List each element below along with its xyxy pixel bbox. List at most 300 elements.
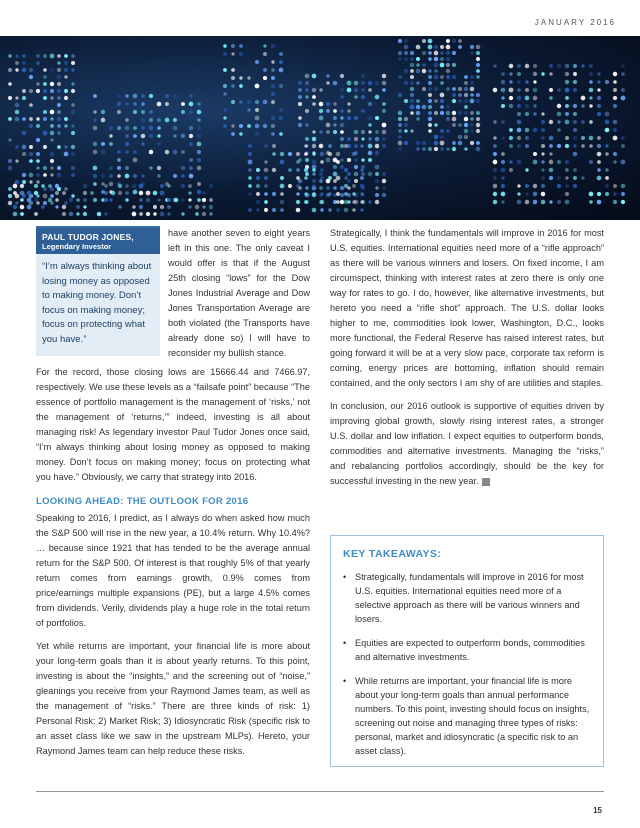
led-dot [43,89,47,93]
led-dot [404,81,408,85]
led-dot [50,89,54,93]
led-dot [312,88,316,92]
led-dot [446,117,450,121]
led-dot [589,72,593,76]
led-dot [109,182,114,187]
paragraph-outlook: Speaking to 2016, I predict, as I always do when asked how much the S&P 500 will rise in the new year, a 10.4% return. Why 10.4%? … because since 1921 that has tended to be the average annual return for the S&P 500. Of interest is that roughly 5% of that yearly return comes from earnings growth, 0.9% comes from price/earnings multiple expansions (PE), but a large 4.5% comes from dividends. Verily, dividends play a huge role in the total return of portfolios. [36,513,310,628]
led-dot [470,75,474,79]
led-dot [48,184,52,188]
led-dot [13,205,17,209]
led-dot [141,102,145,106]
led-dot [239,44,243,48]
led-dot [153,212,156,215]
led-dot [304,168,308,172]
led-dot [517,96,522,101]
led-dot [410,51,414,55]
led-dot [410,93,414,97]
led-dot [29,124,33,128]
led-dot [93,142,97,146]
led-dot [93,126,98,131]
led-dot [280,192,284,196]
led-dot [50,131,55,136]
led-dot [304,192,308,196]
led-dot [336,200,339,203]
led-dot [333,165,337,169]
led-dot [573,112,577,116]
led-dot [41,184,44,187]
led-dot [470,93,473,96]
led-dot [416,57,420,61]
led-dot [525,144,529,148]
led-dot [533,104,536,107]
led-dot [476,63,480,67]
key-takeaways-title: KEY TAKEAWAYS: [343,548,442,560]
led-dot [557,88,560,91]
led-dot [117,94,120,97]
led-dot [361,95,365,99]
led-dot [13,212,18,217]
led-dot [333,130,337,134]
led-dot [452,51,456,55]
led-dot [160,205,164,209]
led-dot [549,64,553,68]
led-dot [36,138,40,142]
led-dot [333,186,337,190]
led-dot [344,176,347,179]
led-dot [71,173,75,177]
led-dot [149,94,153,98]
led-dot [476,123,480,127]
led-dot [189,174,194,179]
led-dot [248,176,252,180]
led-dot [440,135,444,139]
led-dot [167,205,171,209]
led-dot [57,131,60,134]
led-dot [22,180,26,184]
led-dot [109,166,113,170]
led-dot [271,124,275,128]
led-dot [173,174,177,178]
led-dot [76,198,80,202]
led-dot [181,150,185,154]
led-dot [64,201,68,205]
led-dot [43,131,48,136]
led-dot [69,212,73,216]
article-col1-main [36,365,310,759]
led-dot [43,187,47,191]
led-dot [434,141,439,146]
led-dot [434,111,438,115]
led-dot [589,120,593,124]
led-dot [36,124,40,128]
led-dot [57,145,61,149]
led-dot [223,116,226,119]
led-dot [517,80,520,83]
led-dot [533,152,537,156]
led-dot [525,112,529,116]
led-dot [189,134,193,138]
led-dot [29,89,33,93]
led-dot [255,84,260,89]
led-dot [41,205,45,209]
led-dot [149,126,154,131]
led-dot [101,182,104,185]
led-dot [319,102,324,107]
led-dot [597,112,601,116]
led-dot [410,99,415,104]
led-dot [93,174,97,178]
led-dot [125,102,128,105]
led-dot [368,123,371,126]
led-dot [43,117,47,121]
led-dot [146,191,151,196]
led-dot [29,152,33,156]
led-dot [533,200,538,205]
led-dot [279,52,283,56]
led-dot [239,132,242,135]
led-dot [428,99,432,103]
led-dot [83,212,87,216]
led-dot [312,179,316,183]
led-dot [133,110,137,114]
led-dot [398,135,402,139]
led-dot [398,39,402,43]
led-dot [43,82,47,86]
led-dot [312,74,317,79]
led-dot [64,54,68,58]
led-dot [347,81,352,86]
led-dot [464,147,467,150]
led-dot [197,158,201,162]
led-dot [160,212,165,217]
led-dot [382,74,386,78]
led-dot [231,132,235,136]
led-dot [312,184,315,187]
led-dot [117,126,121,130]
led-dot [181,110,185,114]
led-dot [354,158,357,161]
led-dot [354,95,357,98]
led-dot [605,80,609,84]
led-dot [404,45,409,50]
led-dot [223,52,227,56]
led-dot [605,184,609,188]
led-dot [517,64,521,68]
led-dot [398,111,403,116]
led-dot [368,102,372,106]
led-dot [149,166,152,169]
led-dot [165,118,170,123]
led-dot [320,192,323,195]
led-dot [541,112,544,115]
led-dot [125,126,130,131]
led-dot [319,116,324,121]
led-dot [398,141,403,146]
led-dot [428,69,431,72]
led-dot [189,110,193,114]
led-dot [452,75,457,80]
led-dot [20,205,24,209]
led-dot [525,168,528,171]
led-dot [231,44,235,48]
led-dot [326,74,329,77]
led-dot [43,201,47,205]
led-dot [197,150,201,154]
led-dot [296,152,300,156]
led-dot [320,200,325,205]
led-dot [27,198,32,203]
led-dot [517,184,520,187]
led-dot [263,44,266,47]
led-dot [271,116,275,120]
led-dot [440,75,444,79]
led-dot [375,130,379,134]
led-dot [271,44,276,49]
paragraph-conclusion [330,399,604,489]
led-dot [476,141,480,145]
led-dot [368,88,372,92]
led-dot [93,166,98,171]
led-dot [239,52,243,56]
led-dot [517,136,521,140]
led-dot [340,123,345,128]
led-dot [247,124,251,128]
led-dot [517,112,521,116]
led-dot [8,96,12,100]
led-dot [347,172,351,176]
led-dot [404,123,408,127]
led-dot [256,168,260,172]
led-dot [263,68,267,72]
led-dot [533,184,537,188]
led-dot [464,111,468,115]
led-dot [621,88,625,92]
led-dot [565,112,569,116]
led-dot [493,64,497,68]
led-dot [296,192,299,195]
led-dot [428,75,432,79]
led-dot [541,128,545,132]
led-dot [452,39,456,43]
led-dot [55,184,59,188]
led-dot [248,184,251,187]
led-dot [117,174,121,178]
led-dot [509,104,513,108]
takeaway-item: • Equities are expected to outperform bonds, commodities and alternative investments. [343,636,591,664]
led-dot [93,150,98,155]
led-dot [573,104,577,108]
led-dot [336,160,340,164]
led-dot [446,87,449,90]
led-dot [533,128,538,133]
led-dot [333,172,338,177]
led-dot [255,60,259,64]
led-dot [581,96,586,101]
led-dot [34,191,38,195]
led-dot [118,205,121,208]
page-number: 15 [593,806,602,815]
led-dot [305,109,309,113]
led-dot [565,64,569,68]
led-dot [517,160,522,165]
led-dot [440,57,444,61]
led-dot [446,69,450,73]
led-dot [312,208,317,213]
led-dot [605,120,610,125]
led-dot [223,44,227,48]
led-dot [347,158,351,162]
led-dot [36,201,39,204]
led-dot [565,80,569,84]
led-dot [464,135,468,139]
led-dot [50,166,53,169]
led-dot [141,174,144,177]
led-dot [271,60,274,63]
led-dot [452,117,457,122]
led-dot [167,198,171,202]
led-dot [597,168,601,172]
led-dot [375,179,380,184]
led-dot [501,96,504,99]
led-dot [15,110,20,115]
led-dot [541,152,544,155]
led-dot [621,192,625,196]
led-dot [157,166,161,170]
led-dot [43,96,47,100]
led-dot [333,116,337,120]
led-dot [64,187,68,191]
led-dot [549,120,553,124]
led-dot [434,75,439,80]
led-dot [336,176,341,181]
led-dot [93,118,96,121]
led-dot [613,136,618,141]
led-dot [8,201,12,205]
led-dot [565,120,570,125]
led-dot [48,198,52,202]
led-dot [173,150,178,155]
led-dot [22,131,26,135]
led-dot [434,123,437,126]
led-dot [271,76,275,80]
led-dot [621,136,624,139]
led-dot [549,96,553,100]
led-dot [133,134,137,138]
led-dot [565,176,568,179]
led-dot [344,144,348,148]
led-dot [146,198,150,202]
led-dot [104,184,107,187]
led-dot [410,63,415,68]
led-dot [27,205,32,210]
led-dot [173,134,176,137]
led-dot [549,144,553,148]
led-dot [298,102,302,106]
led-dot [589,88,594,93]
led-dot [354,137,358,141]
led-dot [589,160,593,164]
led-dot [557,160,561,164]
led-dot [340,144,344,148]
led-dot [354,144,358,148]
led-dot [189,102,194,107]
led-dot [181,134,185,138]
led-dot [133,94,138,99]
led-dot [8,54,11,57]
led-dot [452,87,456,91]
led-dot [422,39,426,43]
led-dot [181,166,186,171]
led-dot [354,88,358,92]
led-dot [605,192,609,196]
led-dot [139,191,143,195]
led-dot [15,54,18,57]
hero-image [0,36,640,220]
led-dot [29,103,33,107]
led-dot [304,176,307,179]
led-dot [305,137,309,141]
led-dot [264,200,268,204]
led-dot [71,89,75,93]
led-dot [71,152,75,156]
led-dot [57,96,61,100]
led-dot [404,69,408,73]
takeaway-item: • Strategically, fundamentals will improve in 2016 for most U.S. equities. International equities need more of a selective approach as there will be various winners and losers. [343,570,591,626]
led-dot [117,150,121,154]
led-dot [398,93,402,97]
led-dot [231,52,234,55]
led-dot [382,102,386,106]
led-dot [434,63,439,68]
led-dot [464,81,468,85]
led-dot [223,92,226,95]
led-dot [501,200,504,203]
led-dot [589,136,594,141]
led-dot [29,180,32,183]
led-dot [375,116,379,120]
led-dot [375,151,379,155]
led-dot [189,94,193,98]
led-dot [64,68,68,72]
led-dot [305,158,309,162]
led-dot [375,137,380,142]
led-dot [57,166,61,170]
led-dot [209,184,213,188]
led-dot [428,123,432,127]
led-dot [256,200,260,204]
led-dot [8,187,12,191]
led-dot [452,63,456,67]
led-dot [440,51,443,54]
led-dot [557,120,560,123]
led-dot [501,88,506,93]
led-dot [368,151,372,155]
led-dot [597,200,602,205]
led-dot [452,123,456,127]
led-dot [476,45,481,50]
led-dot [404,129,407,132]
led-dot [597,136,601,140]
led-dot [202,198,206,202]
led-dot [319,109,323,113]
led-dot [50,96,53,99]
pull-quote-header [36,228,160,254]
led-dot [93,182,97,186]
footer-divider [36,791,604,792]
led-dot [188,191,191,194]
led-dot [354,116,358,120]
led-dot [231,76,235,80]
